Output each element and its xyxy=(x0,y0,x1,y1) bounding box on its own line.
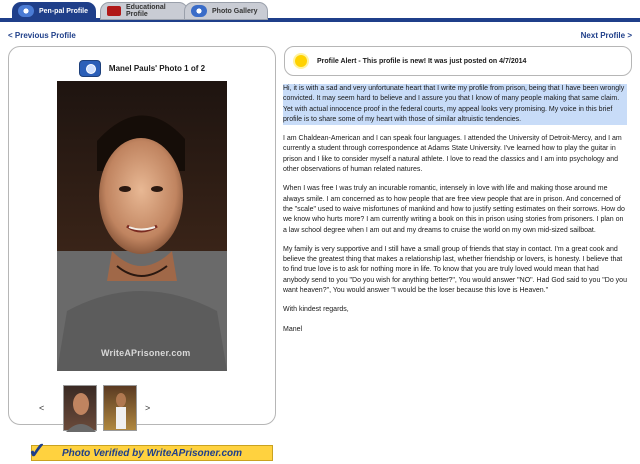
thumbnail-next-arrow[interactable]: > xyxy=(145,403,151,413)
tab-pen-pal-profile[interactable] xyxy=(12,2,96,20)
portrait-image xyxy=(57,81,227,371)
bio-paragraph: My family is very supportive and I still have a small group of friends that stay in contact. I'm a great cook and believe the greatest thing that makes a relationship last, whether friendship or lovers, is honesty. I believe that to find true love is to ask for nothing more in life. To know that you are truly loved would mean that had anybody send to you "Do you wish for anything better?", You would answer "NO". Had God said to you "Do you want heaven?", You would answer "I would be the loser because this love is Heaven." xyxy=(283,245,627,295)
photo-panel xyxy=(8,46,276,463)
profile-alert xyxy=(284,46,632,76)
graduation-cap-icon xyxy=(107,6,121,16)
profile-photo[interactable] xyxy=(57,81,227,371)
previous-profile-link[interactable]: < Previous Profile xyxy=(8,31,76,40)
tab-educational-profile[interactable] xyxy=(100,2,188,20)
thumbnail-image xyxy=(64,386,98,432)
thumbnail-photo-2[interactable] xyxy=(103,385,137,431)
profile-icon xyxy=(18,5,34,17)
tab-label: Educational Profile xyxy=(126,4,166,18)
checkmark-icon: ✓ xyxy=(28,438,47,463)
profile-bio xyxy=(283,84,627,344)
camera-icon xyxy=(191,5,207,17)
thumbnail-prev-arrow[interactable]: < xyxy=(39,403,45,413)
photo-caption-text: Manel Pauls' Photo 1 of 2 xyxy=(108,64,206,73)
alert-text: Profile Alert - This profile is new! It was just posted on 4/7/2014 xyxy=(317,57,527,65)
bio-paragraph: Hi, it is with a sad and very unfortunate heart that I write my profile from prison, being that I have been wrongly convicted. It may seem hard to believe and I assure you that I know of many people making that same claim. Yet with actual innocence proof in the federal courts, my appeal looks very promising. My voice in this brief profile is to share some of my heart with those of similar altruistic tendencies. xyxy=(283,84,627,125)
next-profile-link[interactable]: Next Profile > xyxy=(580,31,632,40)
photo-verified-badge xyxy=(28,438,273,463)
bio-paragraph: When I was free I was truly an incurable romantic, intensely in love with life and making those around me always smile. I am concerned as to how people that are free view people that are in prison. And concerned of the "scale" used to waive misfortunes of mankind and how to justify setting estimates on their sorrows. How do we know who hurts more? I am currently writing a book on this in prison using stories from prisoners. I plan on a law school degree when I am out and my dreams to cruise the world on my own mid-sized sailboat. xyxy=(283,185,625,234)
tab-label: Photo Gallery xyxy=(212,7,258,15)
thumbnail-photo-1[interactable] xyxy=(63,385,97,431)
bio-signature: Manel xyxy=(283,325,303,333)
bio-closing: With kindest regards, xyxy=(283,306,349,314)
verified-text: Photo Verified by WriteAPrisoner.com xyxy=(61,447,243,459)
bio-paragraph: I am Chaldean-American and I can speak four languages. I attended the University of Detroit-Mercy, and I am currently a student through correspondence at Adams State University. I've learned how to play the guitar in prison and I like to consider myself a natural athlete. I love to read the classics and I am into psychology and other observations of human related natures. xyxy=(283,135,622,174)
sun-icon xyxy=(295,55,307,67)
profile-tab-bar xyxy=(0,0,640,22)
watermark-text: WriteAPrisoner.com xyxy=(101,348,191,358)
tab-label: Pen-pal Profile xyxy=(39,7,89,15)
thumbnail-strip xyxy=(39,385,249,435)
camera-icon xyxy=(79,60,101,77)
photo-caption xyxy=(9,60,275,77)
tab-photo-gallery[interactable] xyxy=(184,2,268,20)
thumbnail-image xyxy=(104,386,138,432)
